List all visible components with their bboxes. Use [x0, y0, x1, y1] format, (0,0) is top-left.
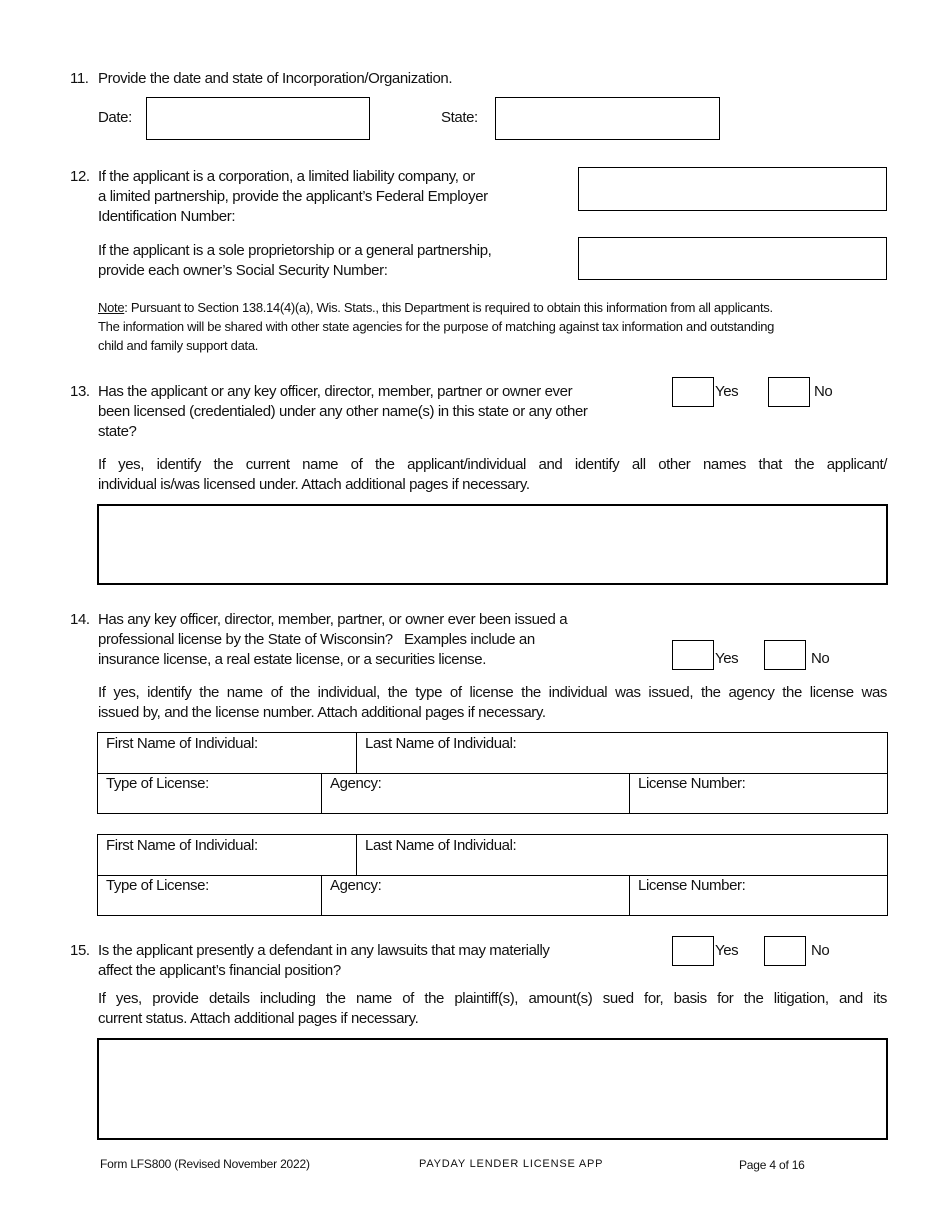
last-name-cell[interactable]: [357, 734, 887, 773]
q12-line1: If the applicant is a corporation, a limited liability company, or: [98, 168, 475, 185]
first-name-cell[interactable]: [98, 734, 356, 773]
license-number-label: License Number:: [638, 775, 746, 792]
license-number-label: License Number:: [638, 877, 746, 894]
q13-line2: been licensed (credentialed) under any other name(s) in this state or any other: [98, 403, 588, 420]
q15-no-label: No: [811, 942, 830, 959]
last-name-label: Last Name of Individual:: [365, 735, 517, 752]
q11-state-label: State:: [441, 109, 478, 126]
q13-no-checkbox[interactable]: [768, 377, 810, 407]
license-number-cell[interactable]: [630, 876, 887, 915]
q11-date-field[interactable]: [146, 97, 370, 140]
license-type-label: Type of License:: [106, 877, 209, 894]
q12-fein-field[interactable]: [578, 167, 887, 211]
q13-ifyes-line2: individual is/was licensed under. Attach additional pages if necessary.: [98, 476, 530, 493]
q14-no-label: No: [811, 650, 830, 667]
q12-note-line2: The information will be shared with other state agencies for the purpose of matching against tax information and outstanding: [98, 319, 775, 334]
q12-sole-question: [98, 241, 568, 281]
q15-ifyes-line2: current status. Attach additional pages if necessary.: [98, 1010, 419, 1027]
q14-number: 14.: [70, 611, 90, 628]
q13-line3: state?: [98, 423, 137, 440]
q13-no-label: No: [814, 383, 833, 400]
q13-yes-checkbox[interactable]: [672, 377, 714, 407]
q14-question: [98, 610, 658, 670]
q12-sole-line2: provide each owner’s Social Security Number:: [98, 262, 388, 279]
q11-state-field[interactable]: [495, 97, 720, 140]
q14-instructions: [98, 683, 887, 723]
q12-line3: Identification Number:: [98, 208, 236, 225]
footer-title: PAYDAY LENDER LICENSE APP: [419, 1158, 604, 1170]
q15-yes-checkbox[interactable]: [672, 936, 714, 966]
q12-question: [98, 167, 568, 227]
q12-note: [98, 298, 887, 355]
q13-number: 13.: [70, 383, 90, 400]
last-name-cell[interactable]: [357, 836, 887, 875]
q13-line1: Has the applicant or any key officer, director, member, partner or owner ever: [98, 383, 573, 400]
q14-no-checkbox[interactable]: [764, 640, 806, 670]
agency-label: Agency:: [330, 877, 382, 894]
license-table-2: [97, 834, 888, 916]
footer-form-id: Form LFS800 (Revised November 2022): [100, 1157, 310, 1171]
q15-details-textarea[interactable]: [97, 1038, 888, 1140]
q15-instructions: [98, 989, 887, 1029]
q12-note-line3: child and family support data.: [98, 338, 259, 353]
license-type-label: Type of License:: [106, 775, 209, 792]
agency-cell[interactable]: [322, 774, 629, 813]
q15-number: 15.: [70, 942, 90, 959]
q14-yes-label: Yes: [715, 650, 739, 667]
q12-ssn-field[interactable]: [578, 237, 887, 280]
q15-line1: Is the applicant presently a defendant in any lawsuits that may materially: [98, 942, 550, 959]
q11-number: 11.: [70, 70, 89, 87]
q15-line2: affect the applicant’s financial position?: [98, 962, 341, 979]
first-name-cell[interactable]: [98, 836, 356, 875]
q14-yes-checkbox[interactable]: [672, 640, 714, 670]
agency-cell[interactable]: [322, 876, 629, 915]
first-name-label: First Name of Individual:: [106, 837, 258, 854]
license-number-cell[interactable]: [630, 774, 887, 813]
q12-line2: a limited partnership, provide the applicant’s Federal Employer: [98, 188, 488, 205]
q13-yes-label: Yes: [715, 383, 739, 400]
q15-question: [98, 941, 658, 981]
q14-line2: professional license by the State of Wisconsin? Examples include an: [98, 631, 535, 648]
q13-ifyes-line1: If yes, identify the current name of the applicant/individual and identify all other names that the applicant/: [98, 456, 887, 473]
q13-instructions: [98, 455, 887, 495]
q13-question: [98, 382, 658, 442]
q12-note-label: Note: [98, 300, 125, 315]
first-name-label: First Name of Individual:: [106, 735, 258, 752]
q14-ifyes-line2: issued by, and the license number. Attach additional pages if necessary.: [98, 704, 546, 721]
q14-ifyes-line1: If yes, identify the name of the individual, the type of license the individual was issued, the agency the license was: [98, 684, 887, 701]
q11-question: Provide the date and state of Incorporation/Organization.: [98, 70, 453, 87]
last-name-label: Last Name of Individual:: [365, 837, 517, 854]
q13-names-textarea[interactable]: [97, 504, 888, 585]
q11-date-label: Date:: [98, 109, 132, 126]
q15-ifyes-line1: If yes, provide details including the name of the plaintiff(s), amount(s) sued for, basis for the litigation, and its: [98, 990, 887, 1007]
q15-yes-label: Yes: [715, 942, 739, 959]
license-type-cell[interactable]: [98, 774, 321, 813]
license-table-1: [97, 732, 888, 814]
q14-line1: Has any key officer, director, member, partner, or owner ever been issued a: [98, 611, 568, 628]
q12-note-line1: : Pursuant to Section 138.14(4)(a), Wis. Stats., this Department is required to obtain this information from all applicants.: [124, 300, 773, 315]
q12-sole-line1: If the applicant is a sole proprietorship or a general partnership,: [98, 242, 492, 259]
q15-no-checkbox[interactable]: [764, 936, 806, 966]
footer-page-number: Page 4 of 16: [739, 1158, 805, 1172]
agency-label: Agency:: [330, 775, 382, 792]
q12-number: 12.: [70, 168, 90, 185]
q14-line3: insurance license, a real estate license, or a securities license.: [98, 651, 486, 668]
license-type-cell[interactable]: [98, 876, 321, 915]
